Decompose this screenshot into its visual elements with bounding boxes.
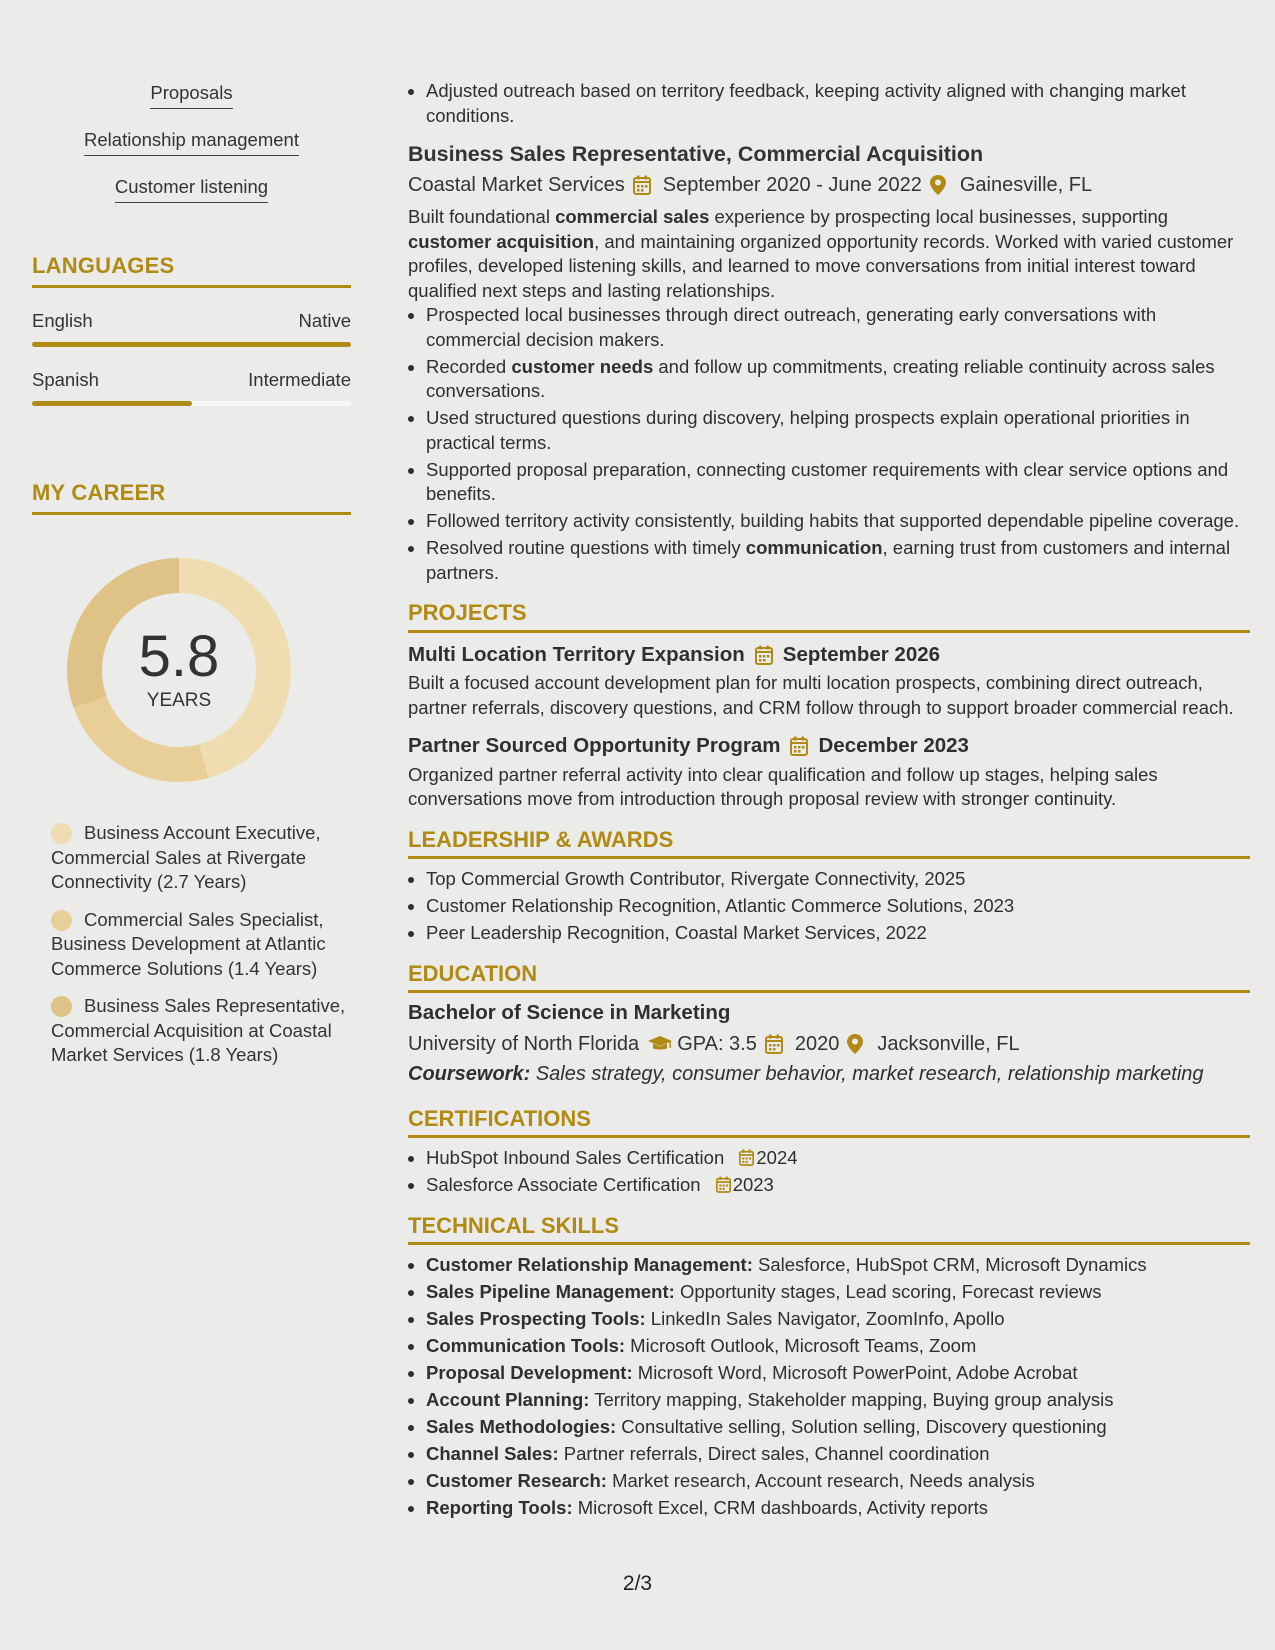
calendar-icon — [790, 736, 808, 756]
certification-year: 2024 — [756, 1147, 798, 1168]
legend-dot — [51, 996, 72, 1017]
education-meta — [408, 1032, 1250, 1057]
legend-text: Business Sales Representative, Commercial Acquisition at Coastal Market Services (1.8 Years) — [51, 995, 346, 1065]
certification-name: HubSpot Inbound Sales Certification — [426, 1147, 725, 1168]
certifications-list — [408, 1146, 1250, 1198]
project-item — [408, 643, 1250, 721]
legend-text: Commercial Sales Specialist, Business Development at Atlantic Commerce Solutions (1.4 Years) — [51, 908, 326, 979]
award-item: • Peer Leadership Recognition, Coastal Market Services, 2022 — [426, 921, 1250, 946]
skill-item: • Channel Sales: Partner referrals, Direct sales, Channel coordination — [426, 1442, 1250, 1467]
skill-item: • Customer Relationship Management: Salesforce, HubSpot CRM, Microsoft Dynamics — [426, 1253, 1250, 1278]
strength-tag: Relationship management — [84, 129, 299, 156]
career-legend-item — [51, 821, 351, 895]
job-dates: September 2020 - June 2022 — [662, 173, 922, 196]
skill-item: • Communication Tools: Microsoft Outlook, Microsoft Teams, Zoom — [426, 1334, 1250, 1359]
calendar-icon — [765, 1034, 787, 1054]
certification-item — [426, 1173, 1250, 1198]
language-name: Spanish — [32, 369, 99, 390]
skill-item: • Reporting Tools: Microsoft Excel, CRM dashboards, Activity reports — [426, 1496, 1250, 1521]
previous-job-bullets — [408, 79, 1250, 128]
certifications-heading: CERTIFICATIONS — [408, 1107, 1250, 1139]
projects-heading: PROJECTS — [408, 601, 1250, 633]
job-company: Coastal Market Services — [408, 173, 625, 196]
gpa: GPA: 3.5 — [677, 1032, 757, 1055]
language-level: Native — [298, 310, 351, 331]
job-meta — [408, 173, 1250, 198]
award-item: • Top Commercial Growth Contributor, Rivergate Connectivity, 2025 — [426, 867, 1250, 892]
bullet-item: • Followed territory activity consistently, building habits that supported dependable pipeline coverage. — [426, 509, 1250, 534]
language-english — [32, 310, 351, 347]
location-pin-icon — [930, 175, 952, 195]
technical-skills-heading: TECHNICAL SKILLS — [408, 1214, 1250, 1246]
leadership-heading: LEADERSHIP & AWARDS — [408, 828, 1250, 860]
leadership-list — [408, 867, 1250, 946]
job-location: Gainesville, FL — [959, 173, 1093, 196]
calendar-icon — [633, 175, 655, 195]
language-bar-fill — [32, 401, 192, 406]
skill-item: • Sales Methodologies: Consultative selling, Solution selling, Discovery questioning — [426, 1415, 1250, 1440]
bullet-item: • Supported proposal preparation, connecting customer requirements with clear service options and benefits. — [426, 458, 1250, 507]
career-total-unit: YEARS — [146, 690, 212, 711]
career-legend-item — [51, 908, 351, 982]
career-heading: MY CAREER — [32, 480, 351, 515]
calendar-icon — [716, 1176, 731, 1193]
main-content — [408, 79, 1250, 1523]
coursework: Coursework: Sales strategy, consumer behavior, market research, relationship marketing — [408, 1063, 1204, 1085]
graduation-cap-icon — [647, 1035, 669, 1053]
sidebar — [32, 82, 351, 1081]
project-title: Multi Location Territory Expansion — [408, 642, 745, 666]
legend-dot — [51, 823, 72, 844]
career-legend-item — [51, 994, 351, 1068]
bullet-item: • Used structured questions during discovery, helping prospects explain operational priorities in practical terms. — [426, 406, 1250, 455]
strength-tag: Customer listening — [115, 176, 268, 203]
job-title: Business Sales Representative, Commercial Acquisition — [408, 142, 984, 166]
project-date: December 2023 — [818, 734, 969, 757]
certification-name: Salesforce Associate Certification — [426, 1174, 701, 1195]
project-date: September 2026 — [782, 642, 941, 666]
page-number: 2/3 — [622, 1572, 653, 1595]
bullet-item: • Recorded customer needs and follow up commitments, creating reliable continuity across sales conversations. — [426, 355, 1250, 404]
language-spanish — [32, 369, 351, 406]
project-item — [408, 734, 1250, 812]
job-summary: Built foundational commercial sales experience by prospecting local businesses, supporting customer acquisition, and maintaining organized opportunity records. Worked with varied customer profiles, developed listening skills, and learned to move conversations from initial interest toward qualified next steps and lasting relationships. — [408, 206, 1234, 301]
graduation-year: 2020 — [794, 1032, 840, 1055]
strength-tags — [32, 82, 351, 223]
project-description: Organized partner referral activity into clear qualification and follow up stages, helping sales conversations move from introduction through proposal review with stronger continuity. — [408, 763, 1158, 809]
degree-title: Bachelor of Science in Marketing — [408, 1001, 731, 1024]
strength-tag: Proposals — [150, 82, 232, 109]
career-total-years: 5.8 — [138, 624, 220, 689]
career-legend — [32, 821, 351, 1068]
calendar-icon — [755, 645, 773, 665]
project-description: Built a focused account development plan for multi location prospects, combining direct outreach, partner referrals, discovery questions, and CRM follow through to support broader commercial reach. — [408, 672, 1234, 718]
bullet-item: • Prospected local businesses through direct outreach, generating early conversations with commercial decision makers. — [426, 303, 1250, 352]
legend-dot — [51, 910, 72, 931]
career-donut-chart — [64, 555, 294, 785]
language-bar-fill — [32, 342, 351, 347]
calendar-icon — [739, 1149, 754, 1166]
languages-heading: LANGUAGES — [32, 253, 351, 288]
certification-item — [426, 1146, 1250, 1171]
education-heading: EDUCATION — [408, 962, 1250, 994]
skill-item: • Customer Research: Market research, Account research, Needs analysis — [426, 1469, 1250, 1494]
certification-year: 2023 — [732, 1174, 774, 1195]
job-bullets — [408, 303, 1250, 585]
language-name: English — [32, 310, 93, 331]
skills-list — [408, 1253, 1250, 1521]
school-name: University of North Florida — [408, 1032, 640, 1055]
skill-item: • Sales Pipeline Management: Opportunity stages, Lead scoring, Forecast reviews — [426, 1280, 1250, 1305]
language-level: Intermediate — [248, 369, 351, 390]
bullet-item: • Resolved routine questions with timely communication, earning trust from customers and internal partners. — [426, 536, 1250, 585]
school-location: Jacksonville, FL — [877, 1032, 1020, 1055]
legend-text: Business Account Executive, Commercial Sales at Rivergate Connectivity (2.7 Years) — [51, 822, 321, 892]
skill-item: • Account Planning: Territory mapping, Stakeholder mapping, Buying group analysis — [426, 1388, 1250, 1413]
location-pin-icon — [847, 1034, 869, 1054]
award-item: • Customer Relationship Recognition, Atlantic Commerce Solutions, 2023 — [426, 894, 1250, 919]
project-title: Partner Sourced Opportunity Program — [408, 734, 781, 757]
language-bar — [32, 342, 351, 347]
language-bar — [32, 401, 351, 406]
bullet-item: • Adjusted outreach based on territory feedback, keeping activity aligned with changing market conditions. — [426, 79, 1250, 128]
skill-item: • Sales Prospecting Tools: LinkedIn Sales Navigator, ZoomInfo, Apollo — [426, 1307, 1250, 1332]
skill-item: • Proposal Development: Microsoft Word, Microsoft PowerPoint, Adobe Acrobat — [426, 1361, 1250, 1386]
